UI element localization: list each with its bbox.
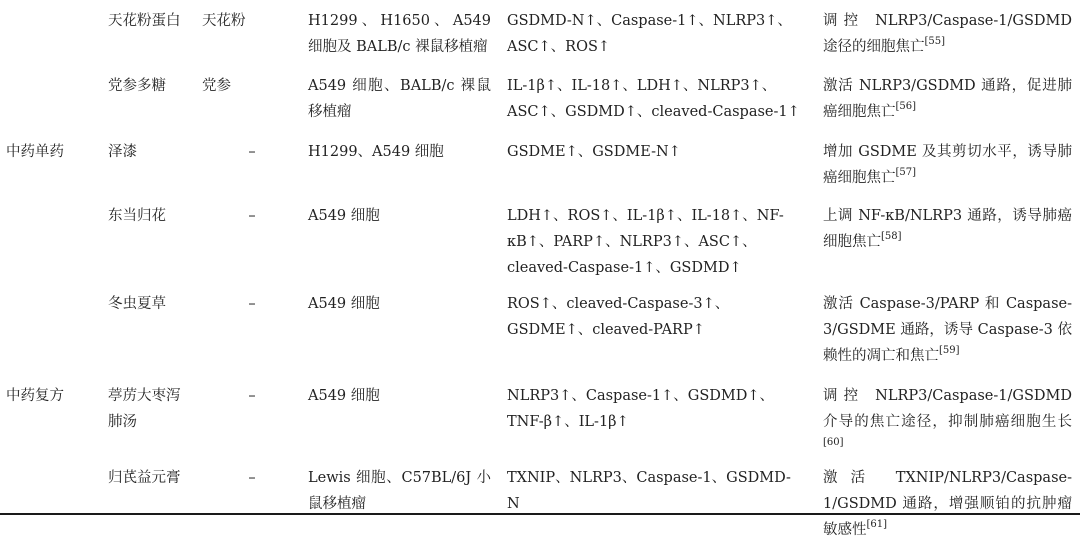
mechanism-cell [811,291,1080,383]
indicators-cell: GSDME↑、GSDME-N↑ [507,144,681,160]
table-row [0,199,1080,291]
mechanism-cell [811,461,1080,543]
mechanism-cell [811,135,1080,199]
model-cell: A549 细胞 [308,208,380,224]
reference-cite: [60] [823,437,844,449]
source-cell: – [248,208,256,224]
drug-name: 葶苈大枣泻肺汤 [108,388,181,430]
mechanism-text: 激活 TXNIP/NLRP3/Caspase-1/GSDMD 通路，增强顺铂的抗肿瘤敏感性 [823,470,1072,538]
model-cell: A549 细胞、BALB/c 裸鼠移植瘤 [308,78,491,120]
drug-name-cell [0,135,200,199]
source-cell: – [248,144,256,160]
mechanism-cell [811,383,1080,461]
category-label: 中药复方 [6,388,64,404]
drug-name-cell: 冬虫夏草 [108,296,166,312]
source-cell: 党参 [202,78,231,94]
drug-name-cell [0,383,200,461]
mechanism-text: 调控 NLRP3/Caspase-1/GSDMD 途径的细胞焦亡 [823,13,1072,55]
model-cell: H1299、H1650、A549 细胞及 BALB/c 裸鼠移植瘤 [308,13,491,55]
reference-cite: [57] [895,167,917,179]
indicators-cell: ROS↑、cleaved-Caspase-3↑、GSDME↑、cleaved-PARP↑ [507,296,730,338]
source-cell: – [248,296,256,312]
mechanism-text: 上调 NF-κB/NLRP3 通路，诱导肺癌细胞焦亡 [823,208,1072,250]
drug-name-cell: 天花粉蛋白 [108,13,181,29]
mechanism-cell [811,67,1080,135]
table-row [0,461,1080,543]
mechanism-text: 激活 NLRP3/GSDMD 通路，促进肺癌细胞焦亡 [823,78,1072,120]
model-cell: A549 细胞 [308,388,380,404]
source-cell: – [248,470,256,486]
drug-name-cell: 归芪益元膏 [108,470,181,486]
mechanism-text: 增加 GSDME 及其剪切水平，诱导肺癌细胞焦亡 [823,144,1072,186]
table-row [0,67,1080,135]
mechanism-cell [811,0,1080,67]
drug-name-cell: 东当归花 [108,208,166,224]
model-cell: A549 细胞 [308,296,380,312]
mechanism-cell [811,199,1080,291]
indicators-cell: IL-1β↑、IL-18↑、LDH↑、NLRP3↑、ASC↑、GSDMD↑、cleaved-Caspase-1↑ [507,78,800,120]
indicators-cell: GSDMD-N↑、Caspase-1↑、NLRP3↑、ASC↑、ROS↑ [507,13,792,55]
indicators-cell: TXNIP、NLRP3、Caspase-1、GSDMD-N [507,470,791,512]
mechanism-text: 激活 Caspase-3/PARP 和 Caspase-3/GSDME 通路，诱导 Caspase-3 依赖性的凋亡和焦亡 [823,296,1072,364]
source-cell: 天花粉 [202,13,246,29]
reference-cite: [61] [866,519,888,531]
drug-name-cell: 党参多糖 [108,78,166,94]
reference-cite: [55] [924,36,946,48]
table-row [0,135,1080,199]
table-row [0,383,1080,461]
reference-cite: [58] [881,231,902,243]
reference-cite: [56] [895,101,917,113]
table-bottom-rule [0,513,1080,515]
model-cell: H1299、A549 细胞 [308,144,444,160]
source-cell: – [248,388,256,404]
table-row [0,0,1080,67]
indicators-cell: LDH↑、ROS↑、IL-1β↑、IL-18↑、NF-κB↑、PARP↑、NLRP3↑、ASC↑、cleaved-Caspase-1↑、GSDMD↑ [507,208,784,276]
table-row [0,291,1080,383]
model-cell: Lewis 细胞、C57BL/6J 小鼠移植瘤 [308,470,491,512]
indicators-cell: NLRP3↑、Caspase-1↑、GSDMD↑、TNF-β↑、IL-1β↑ [507,388,775,430]
drug-name: 泽漆 [108,144,137,160]
mechanism-text: 调控 NLRP3/Caspase-1/GSDMD 介导的焦亡途径，抑制肺癌细胞生长 [823,388,1072,430]
reference-cite: [59] [939,345,960,357]
category-label: 中药单药 [6,144,64,160]
